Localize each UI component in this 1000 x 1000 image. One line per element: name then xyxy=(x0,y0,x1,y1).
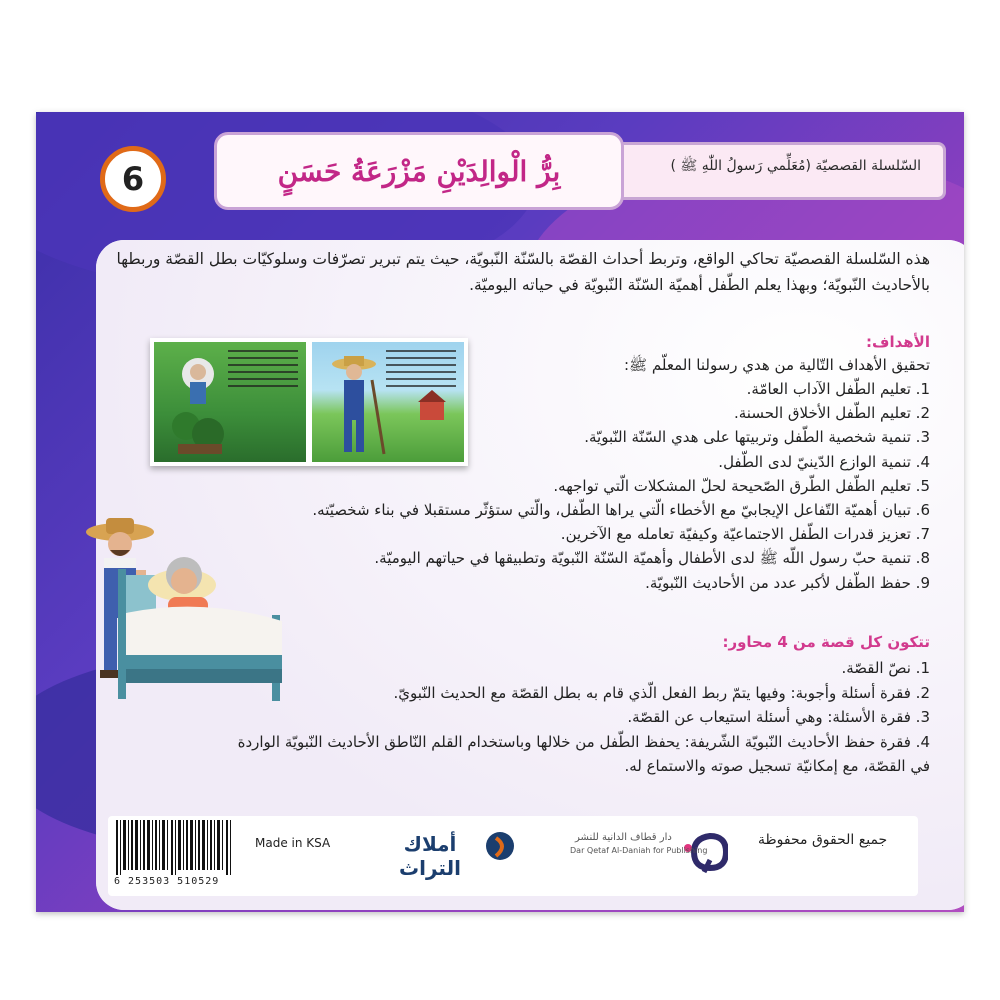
barcode xyxy=(114,820,234,875)
book-page-left xyxy=(154,342,306,462)
open-book-illustration xyxy=(150,338,468,466)
axis-item: 3. فقرة الأسئلة: وهي أسئلة استيعاب عن القصّة. xyxy=(627,708,930,726)
goal-item: 6. تبيان أهميّة التّفاعل الإيجابيّ مع الأخطاء الّتي يراها الطّفل، والّتي ستؤثّر مستقبلا في بناء شخصيّته. xyxy=(312,500,930,519)
goal-item: 2. تعليم الطّفل الأخلاق الحسنة. xyxy=(734,404,930,423)
axis-item: 1. نصّ القصّة. xyxy=(841,659,930,677)
axis-item: 4. فقرة حفظ الأحاديث النّبويّة الشّريفة: يحفظ الطّفل من خلالها وباستخدام القلم النّاطق الأحاديث النّبويّة الواردة في القصّة، مع إمكانيّة تسجيل صوته والاستماع له. xyxy=(237,732,930,775)
axes-list xyxy=(230,656,930,779)
goals-list xyxy=(312,377,930,595)
goals-intro: تحقيق الأهداف التّالية من هدي رسولنا المعلّم ﷺ: xyxy=(623,356,930,374)
book-title: بِرُّ الْوالِدَيْنِ مَزْرَعَةُ حَسَنٍ xyxy=(277,154,561,188)
barcode-number: 6 253503 510529 xyxy=(114,876,220,887)
volume-number-badge: 6 xyxy=(100,146,166,212)
book-page-right xyxy=(312,342,464,462)
title-plate xyxy=(214,132,624,210)
made-in-label: Made in KSA xyxy=(255,836,331,850)
goal-item: 4. تنمية الوازع الدّينيّ لدى الطّفل. xyxy=(718,452,930,471)
publisher-name-ar: دار قطاف الدانية للنشر xyxy=(575,832,672,843)
emlak-alturath-logo xyxy=(378,826,518,880)
goals-heading: الأهداف: xyxy=(866,333,930,351)
goal-item: 9. حفظ الطّفل لأكبر عدد من الأحاديث النّبويّة. xyxy=(645,573,930,592)
rights-reserved-text: جميع الحقوق محفوظة xyxy=(758,832,888,848)
bed-illustration xyxy=(112,545,287,705)
goal-item: 3. تنمية شخصية الطّفل وتربيتها على هدي السّنّة النّبويّة. xyxy=(584,428,930,447)
series-title: السّلسلة القصصيّة (مُعَلِّمي رَسولُ اللّٰهِ ﷺ ) xyxy=(670,158,921,174)
goal-item: 8. تنمية حبّ رسول اللّه ﷺ لدى الأطفال وأهميّة السّنّة النّبويّة وتطبيقها في حياتهم اليوميّة. xyxy=(374,549,930,568)
goal-item: 7. تعزيز قدرات الطّفل الاجتماعيّة وكيفيّة تعامله مع الآخرين. xyxy=(560,525,930,544)
intro-paragraph: هذه السّلسلة القصصيّة تحاكي الواقع، وتربط أحداث القصّة بالسّنّة النّبويّة، حيث يتم تبرير تصرّفات وسلوكيّات بطل القصّة وربطها بالأحاديث النّبويّة؛ وبهذا يعلم الطّفل أهميّة السّنّة النّبويّة في حياته اليوميّة. xyxy=(116,250,930,294)
axis-item: 2. فقرة أسئلة وأجوبة: وفيها يتمّ ربط الفعل الّذي قام به بطل القصّة مع الحديث النّبويّ. xyxy=(393,683,930,702)
goal-item: 1. تعليم الطّفل الآداب العامّة. xyxy=(746,380,930,398)
goal-item: 5. تعليم الطّفل الطّرق الصّحيحة لحلّ المشكلات الّتي تواجهه. xyxy=(553,476,930,495)
axes-heading: تتكون كل قصة من 4 محاور: xyxy=(722,633,930,651)
emlak-logo-text: أملاك التراث xyxy=(399,832,461,880)
publisher-name-en: Dar Qetaf Al-Daniah for Publishing xyxy=(570,846,708,855)
